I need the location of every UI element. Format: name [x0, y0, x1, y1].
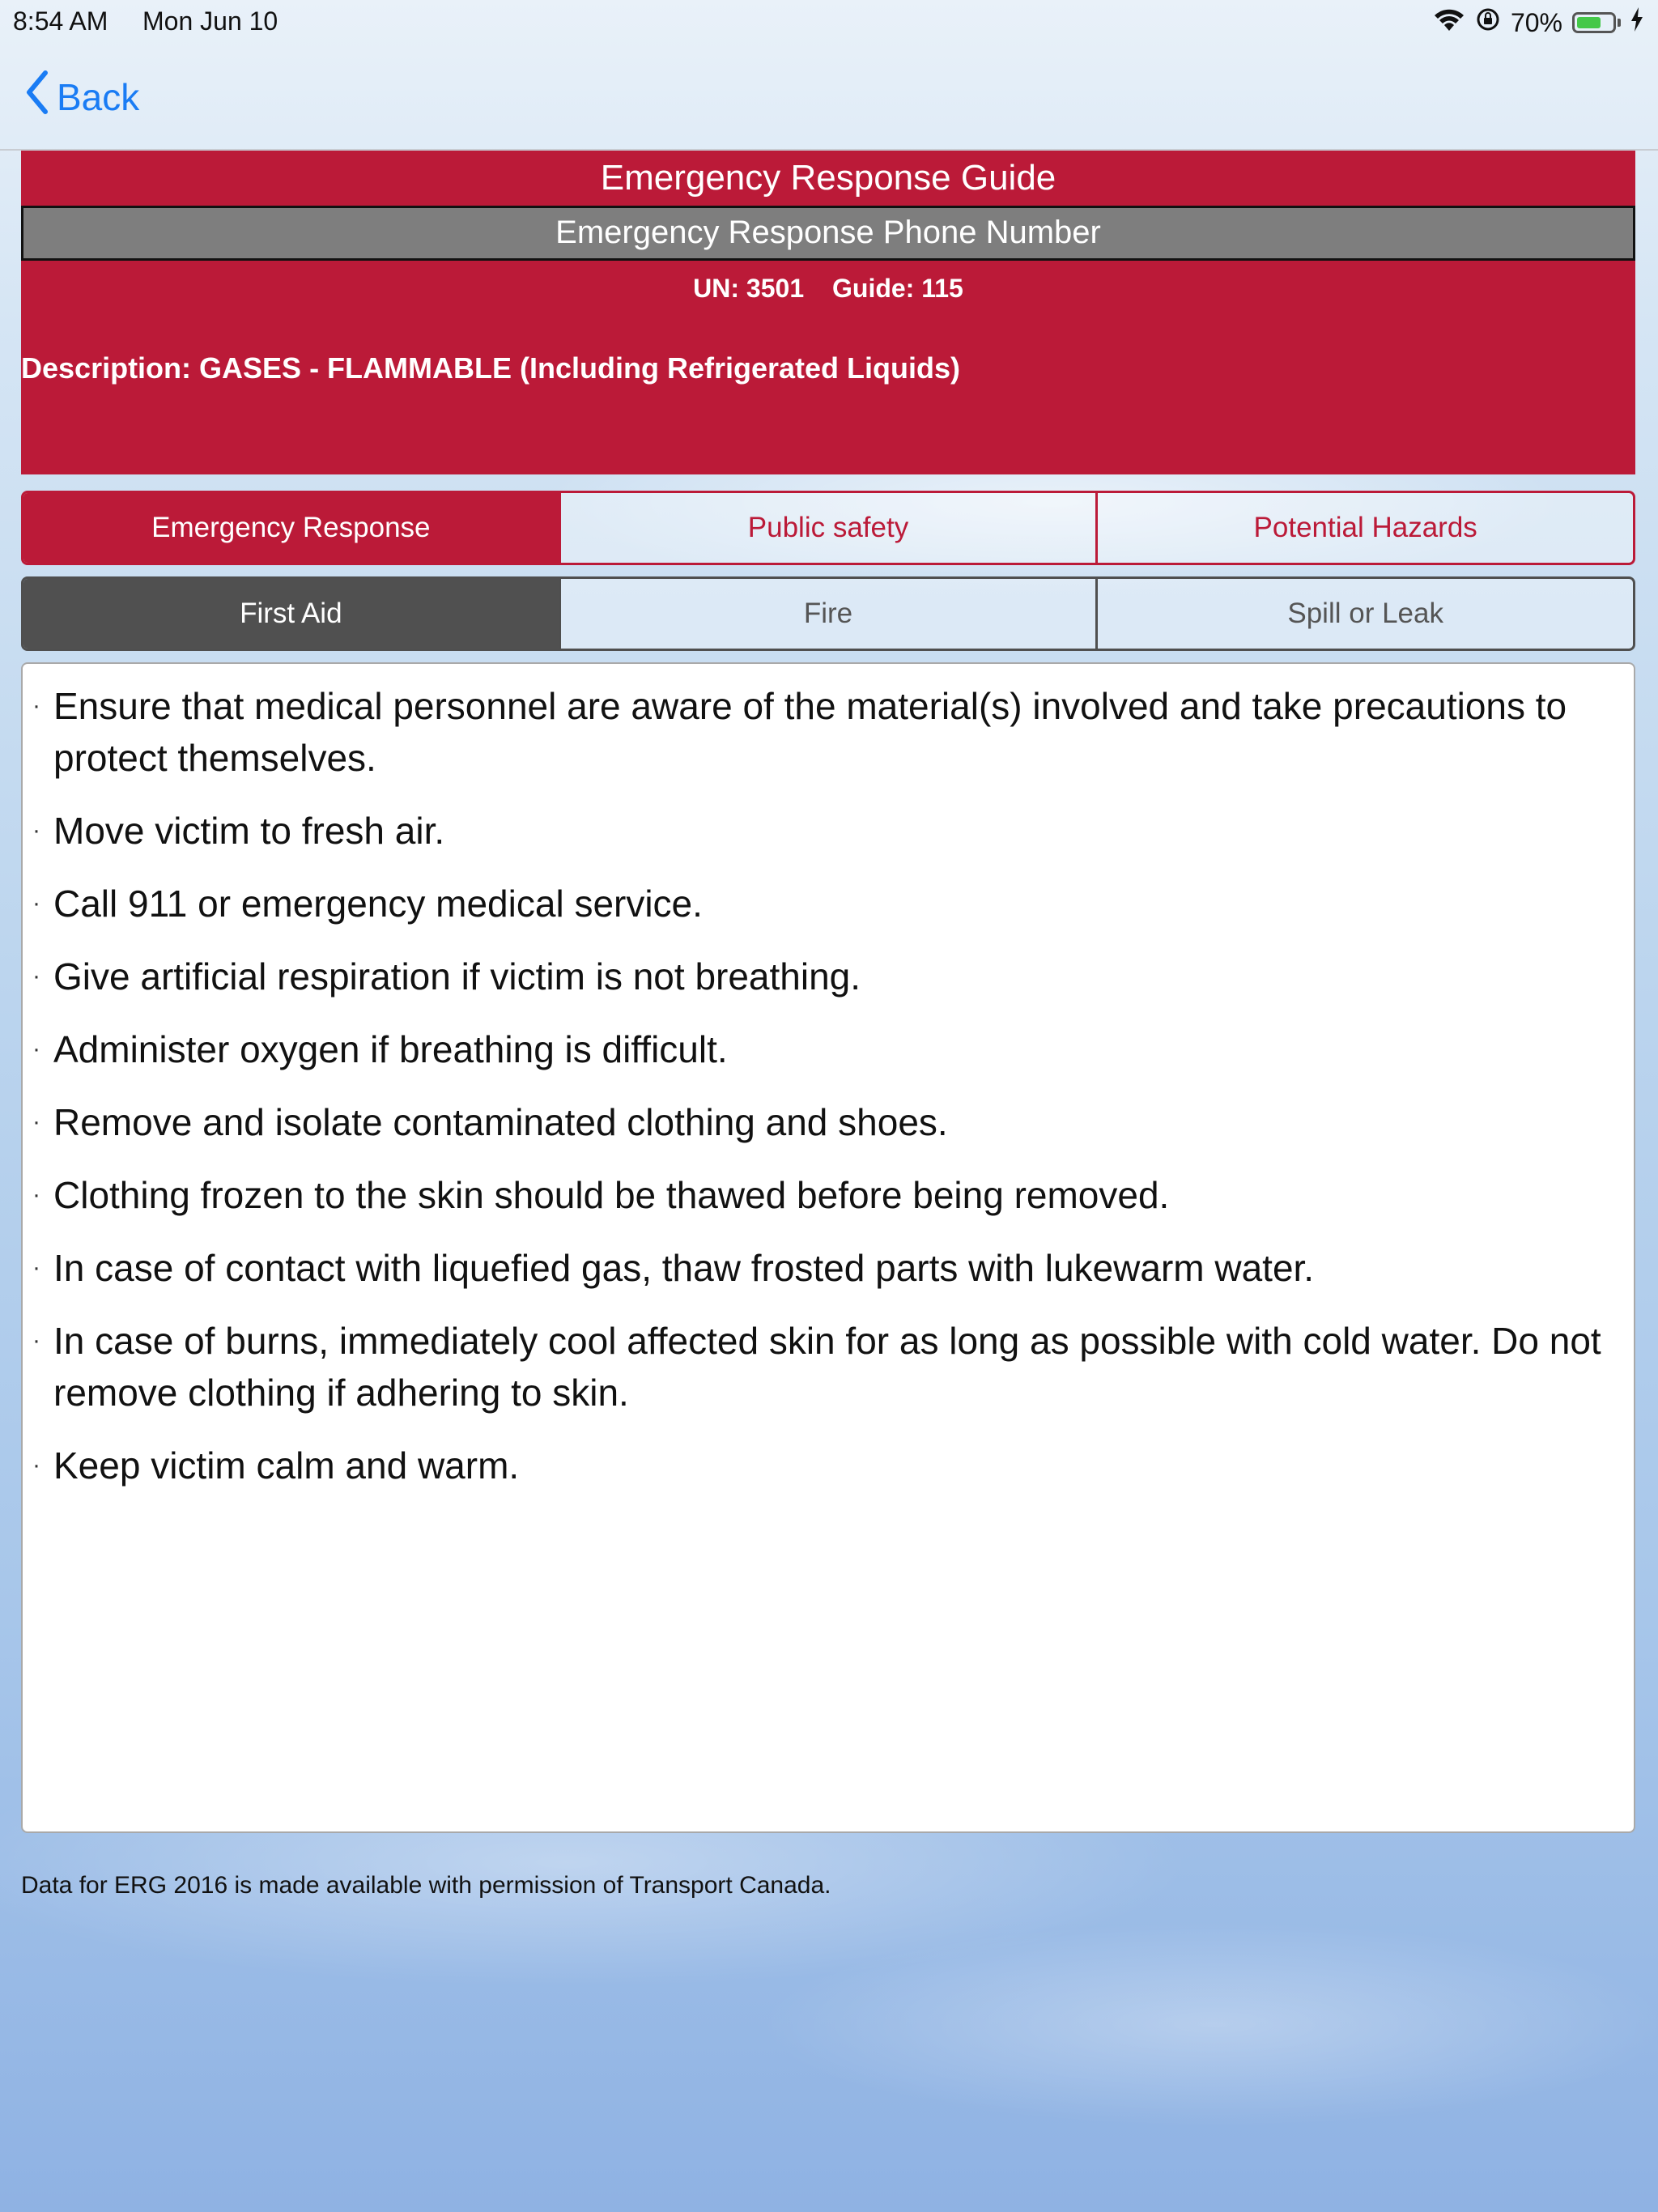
list-item [32, 878, 1618, 929]
list-item-text: Move victim to fresh air. [53, 810, 445, 852]
first-aid-content [21, 662, 1635, 1833]
primary-tabs [21, 491, 1635, 565]
list-item-text: Call 911 or emergency medical service. [53, 883, 703, 925]
list-item-text: Clothing frozen to the skin should be thawed before being removed. [53, 1174, 1170, 1216]
page-title: Emergency Response Guide [600, 158, 1056, 198]
nav-bar [0, 45, 1658, 151]
bullet: · [32, 692, 40, 719]
charging-icon [1630, 7, 1643, 38]
battery-tip [1618, 19, 1621, 27]
first-aid-list [32, 680, 1618, 1491]
list-item [32, 951, 1618, 1002]
chevron-left-icon [24, 70, 49, 124]
list-item [32, 1023, 1618, 1075]
list-item [32, 1315, 1618, 1419]
list-item-text: Keep victim calm and warm. [53, 1444, 520, 1487]
battery-percent: 70% [1510, 7, 1562, 37]
secondary-tabs [21, 576, 1635, 651]
status-indicators [1433, 5, 1643, 40]
list-item [32, 1096, 1618, 1148]
tab-spill-or-leak[interactable]: Spill or Leak [1095, 579, 1633, 649]
un-guide-line [21, 274, 1635, 304]
list-item [32, 805, 1618, 857]
bullet: · [32, 1036, 40, 1062]
list-item-text: Remove and isolate contaminated clothing and shoes. [53, 1101, 948, 1143]
guide-header [21, 151, 1635, 474]
bullet: · [32, 1108, 40, 1135]
battery-level [1577, 17, 1601, 28]
bullet: · [32, 963, 40, 989]
un-number: UN: 3501 [693, 274, 805, 303]
bullet: · [32, 817, 40, 844]
status-date: Mon Jun 10 [142, 6, 278, 36]
tab-first-aid[interactable]: First Aid [23, 579, 559, 649]
list-item-text: In case of burns, immediately cool affected skin for as long as possible with cold water. Do not remove clothing if adhering to skin. [53, 1320, 1601, 1414]
list-item-text: In case of contact with liquefied gas, thaw frosted parts with lukewarm water. [53, 1247, 1315, 1289]
bullet: · [32, 1254, 40, 1281]
tab-public-safety[interactable]: Public safety [559, 493, 1096, 563]
back-button[interactable] [24, 70, 139, 124]
list-item-text: Ensure that medical personnel are aware of the material(s) involved and take precautions to protect themselves. [53, 685, 1567, 779]
list-item [32, 680, 1618, 784]
bullet: · [32, 1452, 40, 1478]
list-item [32, 1242, 1618, 1294]
tab-fire[interactable]: Fire [559, 579, 1096, 649]
list-item-text: Administer oxygen if breathing is difficult. [53, 1028, 728, 1070]
bullet: · [32, 1181, 40, 1208]
bullet: · [32, 1327, 40, 1354]
status-bar [0, 0, 1658, 45]
bullet: · [32, 890, 40, 917]
orientation-lock-icon [1475, 6, 1501, 39]
status-time: 8:54 AM [13, 6, 108, 36]
wifi-icon [1433, 6, 1465, 39]
material-description: Description: GASES - FLAMMABLE (Including Refrigerated Liquids) [21, 351, 961, 385]
footer-note: Data for ERG 2016 is made available with permission of Transport Canada. [21, 1872, 831, 1899]
back-label: Back [57, 75, 140, 118]
tab-emergency-response[interactable]: Emergency Response [23, 493, 559, 563]
list-item [32, 1169, 1618, 1221]
guide-number: Guide: 115 [832, 274, 963, 303]
emergency-phone-button[interactable]: Emergency Response Phone Number [21, 206, 1635, 261]
list-item-text: Give artificial respiration if victim is not breathing. [53, 955, 861, 998]
tab-potential-hazards[interactable]: Potential Hazards [1095, 493, 1633, 563]
list-item [32, 1440, 1618, 1491]
battery-icon [1572, 12, 1616, 33]
